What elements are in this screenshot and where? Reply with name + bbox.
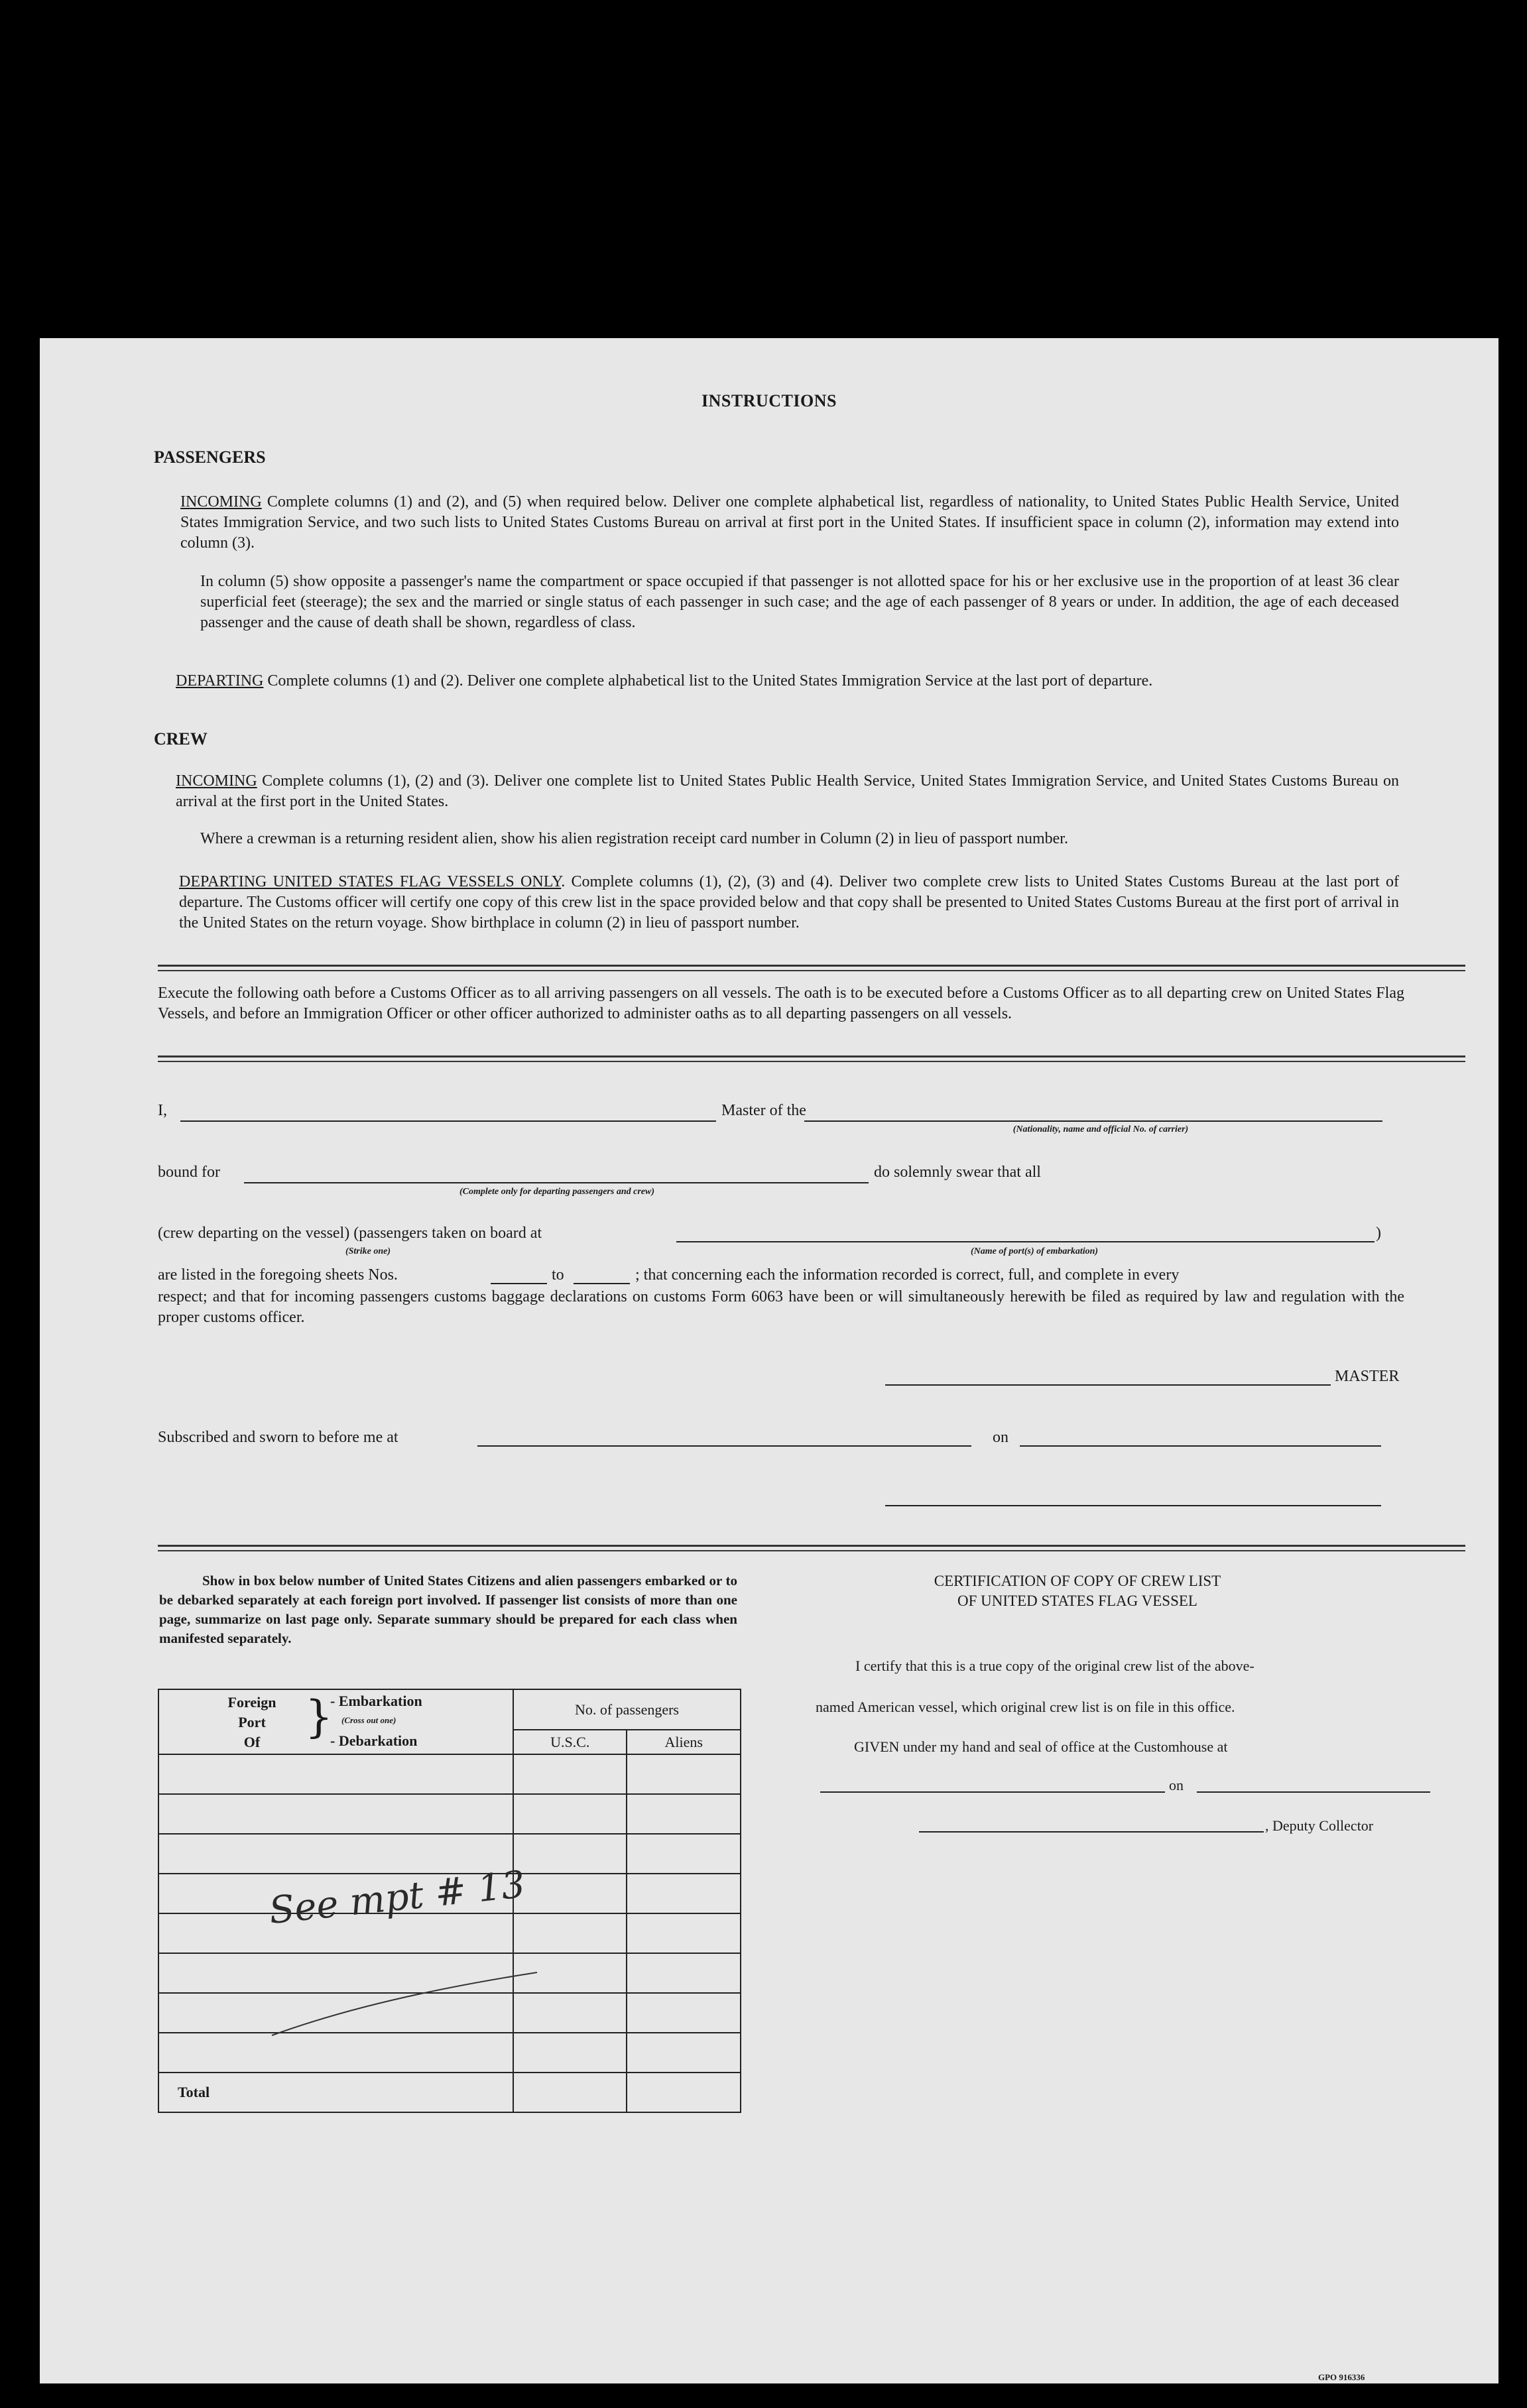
total-aliens-cell[interactable] bbox=[627, 2073, 741, 2112]
foreign-port-of bbox=[206, 1693, 298, 1752]
crew-departing-text: . Complete columns (1), (2), (3) and (4). Deliver two complete crew lists to United States Customs Bureau at the last port of departure. The Customs officer will certify one copy of this crew list in the space provided below and that copy shall be presented to United States Customs Bureau at the first port of arrival in the United States on the return voyage. Show birthplace in column (2) in lieu of passport number. bbox=[179, 873, 1399, 932]
port-header-cell bbox=[158, 1689, 513, 1754]
usc-cell[interactable] bbox=[513, 1754, 627, 1794]
respect-paragraph: respect; and that for incoming passengers customs baggage declarations on customs Form 6063 have been or will simultaneously herewith be filed as required by law and regulation with the proper customs officer. bbox=[158, 1288, 1404, 1326]
sheet-to-field[interactable] bbox=[574, 1283, 630, 1284]
port-embarkation-field[interactable] bbox=[676, 1241, 1374, 1242]
strike-caption: (Strike one) bbox=[345, 1246, 391, 1256]
passengers-departing-text: Complete columns (1) and (2). Deliver one complete alphabetical list to the United States Immigration Service at the last port of departure. bbox=[263, 672, 1153, 690]
listed-label: are listed in the foregoing sheets Nos. bbox=[158, 1266, 398, 1284]
swear-label: do solemnly swear that all bbox=[874, 1164, 1041, 1181]
cert-date-field[interactable] bbox=[1197, 1791, 1430, 1793]
oath-i-label: I, bbox=[158, 1102, 167, 1119]
usc-cell[interactable] bbox=[513, 1834, 627, 1874]
master-signature-label: MASTER bbox=[1335, 1368, 1400, 1385]
handwritten-note: See mpt # 13 bbox=[267, 1862, 528, 1933]
listed-rest: ; that concerning each the information recorded is correct, full, and complete in every bbox=[635, 1266, 1180, 1284]
master-name-field[interactable] bbox=[180, 1120, 716, 1122]
aliens-cell[interactable] bbox=[627, 1794, 741, 1834]
form-page bbox=[40, 338, 1498, 2383]
sheet-from-field[interactable] bbox=[491, 1283, 547, 1284]
port-cell[interactable] bbox=[158, 1834, 513, 1874]
sworn-place-field[interactable] bbox=[477, 1445, 971, 1447]
oath-execute-paragraph: Execute the following oath before a Customs Officer as to all arriving passengers on all vessels. The oath is to be executed before a Customs Officer as to all departing crew on United States Flag Vessels, and before an Immigration Officer or other officer authorized to administer oaths as to all departing passengers on all vessels. bbox=[158, 985, 1404, 1022]
brace-glyph: } bbox=[305, 1691, 333, 1742]
usc-header: U.S.C. bbox=[513, 1730, 627, 1754]
section-divider bbox=[158, 1055, 1465, 1062]
close-paren: ) bbox=[1376, 1225, 1381, 1242]
passengers-incoming-text: Complete columns (1) and (2), and (5) when required below. Deliver one complete alphabetical list, regardless of nationality, to United States Public Health Service, United States Immigration Service, and two such lists to United States Customs Bureau on arrival at first port in the United States. If insufficient space in column (2), information may extend into column (3). bbox=[180, 493, 1399, 552]
nationality-caption: (Nationality, name and official No. of carrier) bbox=[1012, 1124, 1189, 1134]
certification-title-line1: CERTIFICATION OF COPY OF CREW LIST bbox=[934, 1573, 1221, 1589]
aliens-cell[interactable] bbox=[627, 1754, 741, 1794]
aliens-cell[interactable] bbox=[627, 1913, 741, 1953]
crew-departing-on-vessel-label: (crew departing on the vessel) (passengers taken on board at bbox=[158, 1225, 542, 1242]
port-caption: (Name of port(s) of embarkation) bbox=[970, 1246, 1099, 1256]
section-divider bbox=[158, 1545, 1465, 1551]
total-usc-cell[interactable] bbox=[513, 2073, 627, 2112]
debarkation-label: - Debarkation bbox=[330, 1732, 418, 1749]
master-of-label: Master of the bbox=[721, 1102, 806, 1119]
aliens-header: Aliens bbox=[627, 1730, 741, 1754]
instructions-title: INSTRUCTIONS bbox=[702, 391, 837, 410]
passengers-departing-label: DEPARTING bbox=[176, 672, 264, 690]
bound-for-field[interactable] bbox=[244, 1182, 869, 1183]
deputy-collector-label: , Deputy Collector bbox=[1265, 1817, 1374, 1834]
port-cell[interactable] bbox=[158, 1754, 513, 1794]
crew-incoming-label: INCOMING bbox=[176, 772, 257, 790]
customhouse-field[interactable] bbox=[820, 1791, 1165, 1793]
bound-caption: (Complete only for departing passengers and crew) bbox=[459, 1187, 654, 1197]
aliens-cell[interactable] bbox=[627, 1953, 741, 1993]
of-label: Of bbox=[243, 1734, 261, 1750]
sworn-date-field[interactable] bbox=[1020, 1445, 1381, 1447]
passengers-incoming-label: INCOMING bbox=[180, 493, 262, 511]
usc-cell[interactable] bbox=[513, 1874, 627, 1913]
deputy-signature-field[interactable] bbox=[919, 1831, 1264, 1833]
usc-cell[interactable] bbox=[513, 1913, 627, 1953]
certification-title bbox=[872, 1571, 1283, 1611]
section-divider bbox=[158, 965, 1465, 971]
crew-incoming-text: Complete columns (1), (2) and (3). Deliver one complete list to United States Public Health Service, United States Immigration Service, and United States Customs Bureau on arrival at the first port in the United States. bbox=[176, 772, 1399, 810]
passengers-heading: PASSENGERS bbox=[154, 448, 266, 467]
foreign-label: Foreign bbox=[227, 1694, 276, 1711]
crew-departing-paragraph bbox=[179, 872, 1399, 933]
handwritten-stroke bbox=[265, 1969, 544, 2042]
summary-instructions: Show in box below number of United States Citizens and alien passengers embarked or to be debarked separately at each foreign port involved. If passenger list consists of more than one page, summarize on last page only. Separate summary should be prepared for each class when manifested separately. bbox=[159, 1573, 737, 1646]
aliens-cell[interactable] bbox=[627, 1874, 741, 1913]
master-signature-field[interactable] bbox=[885, 1384, 1331, 1386]
gpo-number: GPO 916336 bbox=[1318, 2372, 1365, 2382]
passengers-column5-paragraph: In column (5) show opposite a passenger's name the compartment or space occupied if that passenger is not allotted space for his or her exclusive use in the proportion of at least 36 clear superficial feet (steerage); the sex and the married or single status of each passenger in such case; and the age of each passenger of 8 years or under. In addition, the age of each deceased passenger and the cause of death shall be shown, regardless of class. bbox=[200, 573, 1399, 631]
usc-cell[interactable] bbox=[513, 1794, 627, 1834]
to-label: to bbox=[552, 1266, 564, 1284]
embarkation-label: - Embarkation bbox=[330, 1693, 422, 1709]
sworn-on-label: on bbox=[993, 1429, 1008, 1446]
aliens-cell[interactable] bbox=[627, 2033, 741, 2073]
aliens-cell[interactable] bbox=[627, 1834, 741, 1874]
crew-incoming-paragraph bbox=[176, 771, 1399, 812]
total-label: Total bbox=[158, 2073, 513, 2112]
bound-for-label: bound for bbox=[158, 1164, 220, 1181]
port-cell[interactable] bbox=[158, 1794, 513, 1834]
crew-departing-label: DEPARTING UNITED STATES FLAG VESSELS ONLY bbox=[179, 873, 562, 890]
port-label: Port bbox=[238, 1714, 266, 1730]
cross-out-caption: (Cross out one) bbox=[341, 1715, 397, 1725]
passengers-departing-paragraph bbox=[176, 671, 1399, 692]
crew-resident-paragraph: Where a crewman is a returning resident alien, show his alien registration receipt card number in Column (2) in lieu of passport number. bbox=[200, 830, 1068, 847]
passengers-incoming-paragraph bbox=[180, 492, 1399, 554]
certification-title-line2: OF UNITED STATES FLAG VESSEL bbox=[957, 1593, 1197, 1609]
carrier-field[interactable] bbox=[804, 1120, 1382, 1122]
cert-on-label: on bbox=[1169, 1777, 1184, 1793]
given-text: GIVEN under my hand and seal of office at the Customhouse at bbox=[854, 1738, 1228, 1755]
no-of-passengers-header: No. of passengers bbox=[513, 1689, 741, 1730]
crew-heading: CREW bbox=[154, 729, 208, 749]
aliens-cell[interactable] bbox=[627, 1993, 741, 2033]
officer-signature-field[interactable] bbox=[885, 1505, 1381, 1506]
certify-text-1: I certify that this is a true copy of the original crew list of the above- bbox=[855, 1657, 1254, 1674]
subscribed-label: Subscribed and sworn to before me at bbox=[158, 1429, 398, 1446]
certify-text-2: named American vessel, which original crew list is on file in this office. bbox=[816, 1699, 1235, 1715]
